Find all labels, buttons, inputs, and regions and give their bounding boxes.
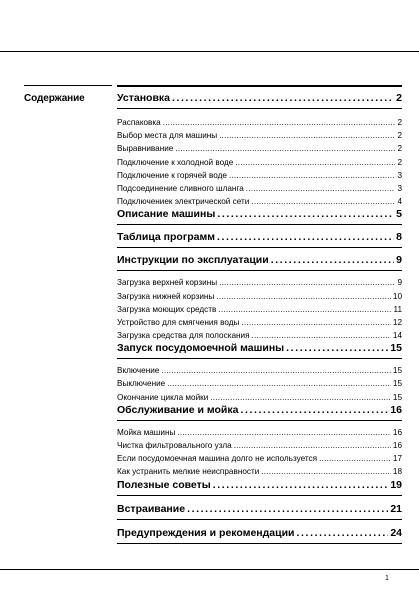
toc-leader <box>217 231 394 244</box>
toc-leader <box>240 404 388 417</box>
toc-item-label: Подключение к холодной воде <box>117 157 234 167</box>
toc-leader <box>234 439 391 452</box>
toc-item-label: Выключение <box>117 379 166 389</box>
toc-heading-label: Встраивание <box>117 502 186 515</box>
toc-section <box>117 342 402 404</box>
toc-item <box>117 391 402 404</box>
toc-leader <box>241 316 390 329</box>
toc-heading <box>117 479 402 496</box>
toc-item-label: Чистка фильтровального узла <box>117 441 232 450</box>
toc-heading <box>117 208 402 225</box>
toc-item <box>117 465 402 478</box>
toc-item <box>117 316 402 329</box>
toc-heading-page: 9 <box>396 254 402 267</box>
toc-leader <box>210 391 391 404</box>
toc-heading-label: Установка <box>117 92 170 104</box>
toc-item-label: Загрузка средства для полоскания <box>117 331 250 341</box>
toc-heading-page: 21 <box>390 502 402 515</box>
toc-leader <box>172 92 394 105</box>
toc-leader <box>161 364 391 377</box>
toc-heading <box>117 404 402 421</box>
toc-heading-page: 16 <box>390 403 402 416</box>
toc-item-label: Загрузка моющих средств <box>117 304 217 314</box>
toc-item-label: Загрузка нижней корзины <box>117 291 215 301</box>
toc-item-page: 2 <box>397 144 402 154</box>
toc-heading-page: 15 <box>390 342 402 355</box>
toc-leader <box>252 329 391 342</box>
toc-item-label: Подключениек электрической сети <box>117 197 250 207</box>
contents-title: Содержание <box>24 93 85 104</box>
toc-heading <box>117 254 402 271</box>
toc-heading <box>117 231 402 248</box>
toc-item-label: Подключение к горячей воде <box>117 170 227 180</box>
toc-section <box>117 92 402 208</box>
toc-item-label: Окончание цикла мойки <box>117 392 209 402</box>
toc-item-page: 15 <box>392 392 402 402</box>
toc-item <box>117 439 402 452</box>
toc-leader <box>177 426 391 439</box>
toc-item-label: Если посудомоечная машина долго не используется <box>117 454 318 464</box>
toc-item <box>117 303 402 316</box>
toc-item-page: 9 <box>397 278 402 288</box>
toc-section <box>117 404 402 479</box>
toc-section <box>117 254 402 342</box>
toc-heading <box>117 92 402 109</box>
toc-leader <box>251 195 395 208</box>
toc-heading-label: Предупреждения и рекомендации <box>117 526 295 539</box>
toc-leader <box>271 254 394 267</box>
toc-item <box>117 129 402 142</box>
toc-item <box>117 452 402 465</box>
toc-item <box>117 377 402 390</box>
toc-item <box>117 182 402 195</box>
toc-heading-label: Таблица программ <box>117 231 216 244</box>
toc-heading-label: Описание машины <box>117 208 216 221</box>
toc-item-page: 14 <box>392 331 402 341</box>
toc-section <box>117 527 402 544</box>
toc-item <box>117 156 402 169</box>
toc-item <box>117 276 402 289</box>
toc-item-label: Выравнивание <box>117 144 174 154</box>
bottom-divider <box>0 569 419 570</box>
toc-item <box>117 169 402 182</box>
toc-leader <box>213 479 389 492</box>
toc-item <box>117 290 402 303</box>
toc-leader <box>167 377 391 390</box>
toc-heading-page: 5 <box>396 208 402 221</box>
toc-item-label: Включение <box>117 366 160 376</box>
toc-item <box>117 329 402 342</box>
toc-item-page: 17 <box>392 454 402 464</box>
toc-item-page: 10 <box>392 291 402 301</box>
toc-divider <box>117 85 402 87</box>
toc-leader <box>175 142 395 155</box>
toc-item-label: Выбор места для машины <box>117 131 218 141</box>
toc-leader <box>163 116 396 129</box>
top-divider <box>0 51 419 52</box>
toc-item-label: Загрузка верхней корзины <box>117 278 218 288</box>
toc-item-page: 12 <box>392 317 402 327</box>
toc-item-page: 16 <box>392 427 402 437</box>
table-of-contents <box>117 92 402 544</box>
toc-heading-label: Обслуживание и мойка <box>117 403 239 416</box>
toc-leader <box>319 452 391 465</box>
toc-heading-page: 2 <box>396 92 402 104</box>
toc-section <box>117 503 402 520</box>
toc-item <box>117 426 402 439</box>
toc-heading-label: Инструкции по эксплуатации <box>117 254 269 267</box>
toc-leader <box>218 303 391 316</box>
toc-item-label: Подсоединение сливного шланга <box>117 183 244 193</box>
toc-item-page: 15 <box>392 366 402 376</box>
page-number: 1 <box>385 575 389 582</box>
toc-item-label: Как устранить мелкие неисправности <box>117 467 260 477</box>
toc-item-page: 3 <box>397 183 402 193</box>
toc-section <box>117 231 402 248</box>
toc-leader <box>219 276 395 289</box>
side-divider <box>24 85 112 86</box>
toc-leader <box>216 290 391 303</box>
toc-heading-label: Запуск посудомоечной машины <box>117 342 285 355</box>
toc-item-page: 2 <box>397 118 402 127</box>
toc-heading-page: 8 <box>396 231 402 244</box>
toc-leader <box>229 169 396 182</box>
toc-heading <box>117 527 402 544</box>
toc-item <box>117 142 402 155</box>
toc-leader <box>246 182 396 195</box>
toc-leader <box>235 156 395 169</box>
toc-heading-page: 19 <box>390 478 402 491</box>
toc-heading-page: 24 <box>390 526 402 539</box>
toc-item-page: 3 <box>397 170 402 180</box>
toc-item <box>117 116 402 129</box>
toc-item-page: 16 <box>392 441 402 450</box>
toc-item-label: Мойка машины <box>117 427 176 437</box>
toc-heading <box>117 342 402 359</box>
toc-heading-label: Полезные советы <box>117 478 211 491</box>
toc-item-page: 18 <box>392 467 402 477</box>
toc-section <box>117 479 402 496</box>
toc-item-page: 4 <box>397 197 402 207</box>
toc-item-page: 15 <box>392 379 402 389</box>
toc-heading <box>117 503 402 520</box>
toc-leader <box>297 527 389 540</box>
toc-leader <box>261 465 391 478</box>
toc-item-label: Устройство для смягчения воды <box>117 317 240 327</box>
toc-item-page: 2 <box>397 131 402 141</box>
toc-leader <box>219 129 395 142</box>
toc-item <box>117 364 402 377</box>
toc-item <box>117 195 402 208</box>
toc-leader <box>286 342 388 355</box>
toc-item-page: 11 <box>393 304 402 314</box>
toc-leader <box>187 503 388 516</box>
toc-leader <box>217 208 394 221</box>
toc-section <box>117 208 402 225</box>
toc-item-label: Распаковка <box>117 118 161 127</box>
toc-item-page: 2 <box>397 157 402 167</box>
